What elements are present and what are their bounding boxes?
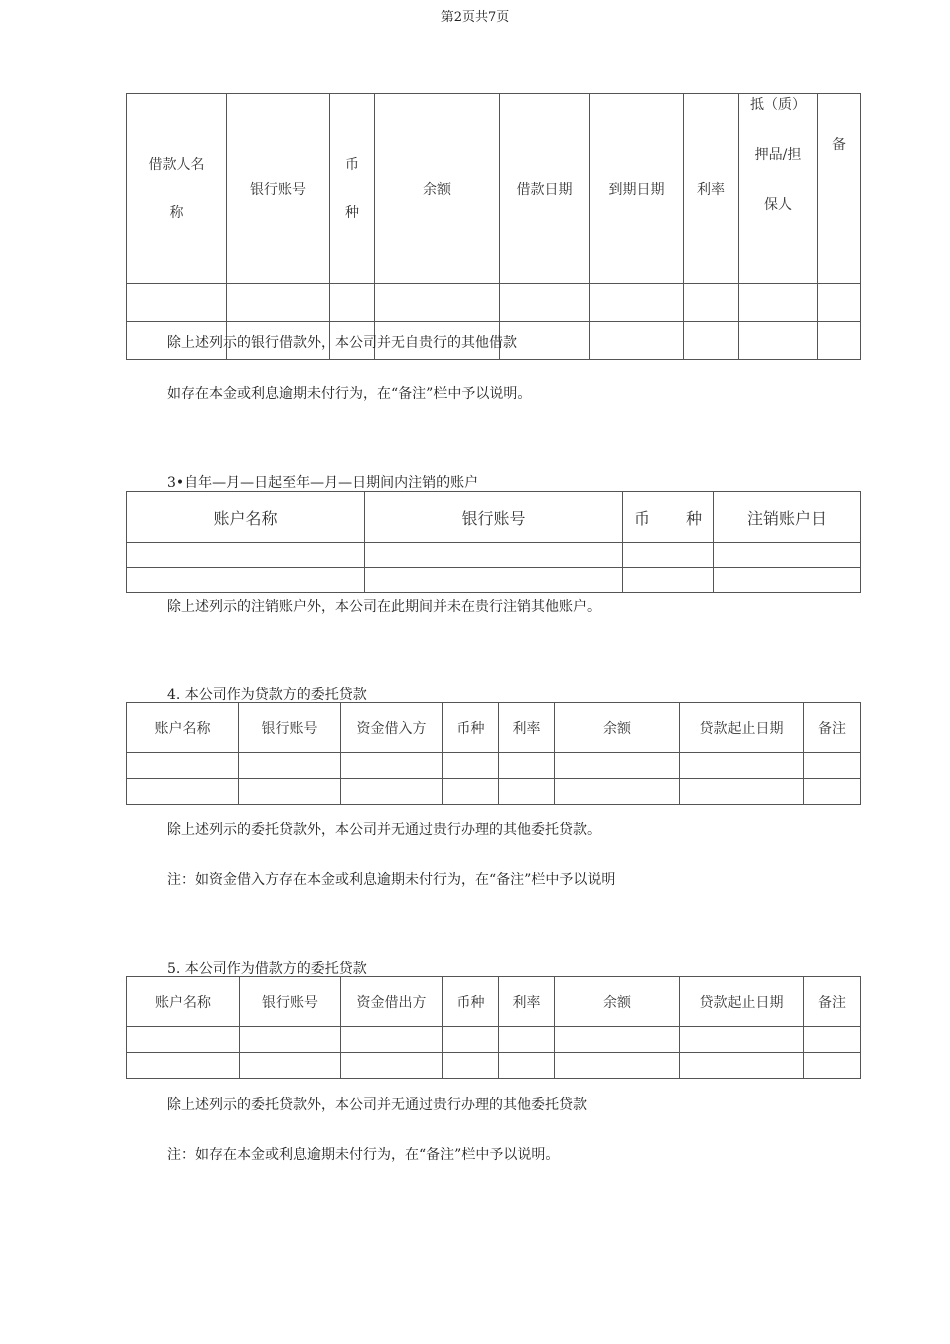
header-account-name: 账户名称 [127, 703, 239, 753]
table-row [127, 284, 861, 322]
table-row [127, 1027, 861, 1053]
header-rate: 利率 [499, 703, 555, 753]
table-row [127, 1053, 861, 1079]
header-closing-date: 注销账户日 [714, 492, 861, 543]
header-currency [623, 492, 714, 543]
section5-note-1: 除上述列示的委托贷款外，本公司并无通过贵行办理的其他委托贷款 [167, 1097, 587, 1113]
header-due-date: 到期日期 [590, 94, 684, 284]
header-collateral-line3: 保人 [764, 197, 792, 213]
section3-note: 除上述列示的注销账户外，本公司在此期间并未在贵行注销其他账户。 [167, 599, 601, 615]
section5-title: 5. 本公司作为借款方的委托贷款 [167, 961, 367, 977]
table-row [127, 543, 861, 568]
section4-title: 4. 本公司作为贷款方的委托贷款 [167, 687, 367, 703]
header-balance: 余额 [375, 94, 500, 284]
header-collateral-line1: 抵（质） [750, 97, 806, 113]
header-borrower-name [127, 94, 227, 284]
header-account-name: 账户名称 [127, 492, 365, 543]
table-row [127, 779, 861, 805]
section2-note-2: 如存在本金或利息逾期未付行为，在“备注”栏中予以说明。 [167, 386, 532, 402]
header-currency: 币种 [443, 703, 499, 753]
header-rate: 利率 [499, 977, 555, 1027]
header-borrower-line2: 称 [169, 204, 184, 221]
header-bank-account: 银行账号 [240, 977, 341, 1027]
header-remark: 备注 [804, 703, 861, 753]
section2-note-1: 除上述列示的银行借款外，本公司并无自贵行的其他借款 [167, 335, 517, 351]
header-currency-line1: 币 [345, 156, 359, 173]
section4-note-2: 注：如资金借入方存在本金或利息逾期未付行为，在“备注”栏中予以说明 [167, 872, 616, 888]
section3-title: 3•自年—月—日起至年—月—日期间内注销的账户 [167, 475, 479, 491]
bank-loans-table [126, 93, 861, 360]
header-bank-account: 银行账号 [239, 703, 341, 753]
section4-note-1: 除上述列示的委托贷款外，本公司并无通过贵行办理的其他委托贷款。 [167, 822, 601, 838]
closed-accounts-table [126, 491, 861, 593]
header-collateral-line2: 押品/担 [754, 147, 802, 163]
header-bank-account: 银行账号 [365, 492, 623, 543]
header-borrower-line1: 借款人名 [148, 156, 205, 173]
header-collateral [739, 94, 818, 284]
entrusted-loans-borrower-table [126, 976, 861, 1079]
header-loan-period: 贷款起止日期 [680, 977, 804, 1027]
page-indicator: 第2页共7页 [440, 10, 510, 25]
header-loan-period: 贷款起止日期 [680, 703, 804, 753]
table-row [127, 753, 861, 779]
header-loan-date: 借款日期 [500, 94, 590, 284]
header-balance: 余额 [555, 977, 680, 1027]
header-remark: 备 [818, 94, 861, 284]
entrusted-loans-lender-table [126, 702, 861, 805]
header-remark: 备注 [804, 977, 861, 1027]
section5-note-2: 注：如存在本金或利息逾期未付行为，在“备注”栏中予以说明。 [167, 1147, 560, 1163]
header-balance: 余额 [555, 703, 680, 753]
header-currency: 币种 [443, 977, 499, 1027]
header-rate: 利率 [684, 94, 739, 284]
table-row [127, 568, 861, 593]
header-account-name: 账户名称 [127, 977, 240, 1027]
header-currency [330, 94, 375, 284]
header-currency-line2: 种 [345, 204, 359, 221]
header-fund-lender: 资金借出方 [341, 977, 443, 1027]
header-currency-a: 币 [633, 508, 650, 528]
header-fund-borrower: 资金借入方 [341, 703, 443, 753]
header-bank-account: 银行账号 [227, 94, 330, 284]
header-currency-b: 种 [686, 508, 703, 528]
